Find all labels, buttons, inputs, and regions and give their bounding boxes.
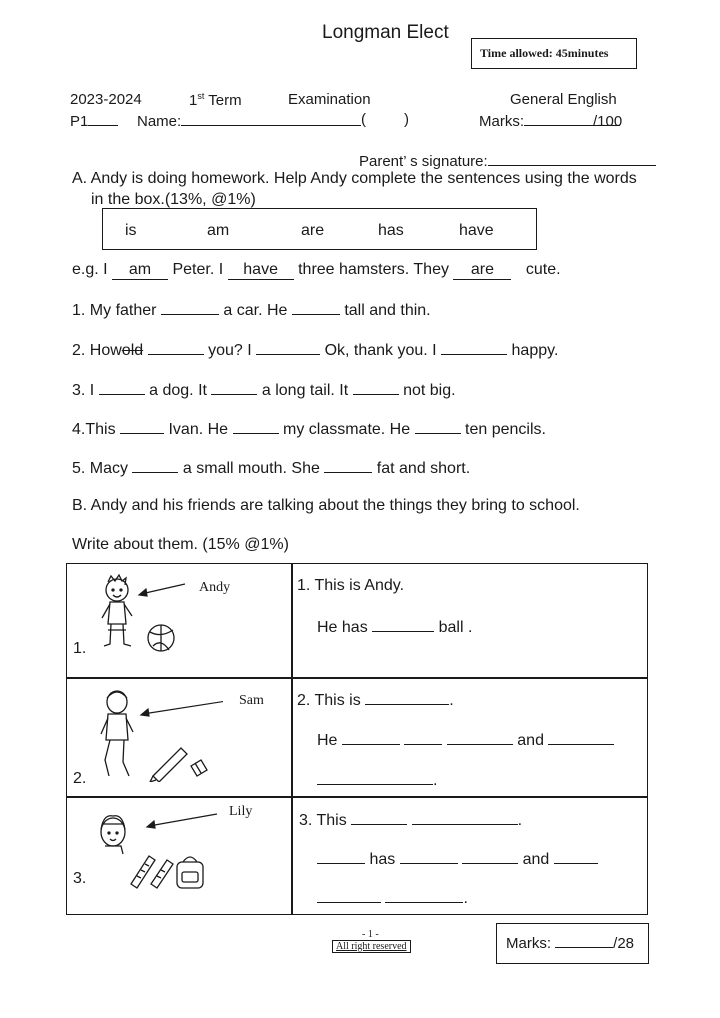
section-marks [506,933,634,952]
row-3-line-3: . [317,888,468,908]
exam-label: Examination [288,91,371,108]
lily-illustration [93,804,223,894]
ruler-icon [151,860,173,888]
word-has: has [378,222,404,239]
example-sentence: e.g. I am Peter. I have three hamsters. They are cute. [72,261,561,278]
class-number-open: ( [361,111,366,128]
word-are: are [301,222,325,239]
example-answer-am: am [112,261,168,280]
row-2-number: 2. [73,770,87,787]
section-b-instruction: B. Andy and his friends are talking about the things they bring to school. [72,497,580,514]
marks-field [479,111,622,130]
marks-label: Marks: [479,113,524,130]
term-word: Term [208,92,242,109]
eraser-icon [191,760,207,776]
marks-total: /100 [593,113,623,130]
row-3-blank-4[interactable] [400,849,458,864]
row-2-blank-2[interactable] [342,730,400,745]
table-divider-row-2 [67,796,647,798]
row-2-blank-6[interactable] [317,770,433,785]
section-b-table [66,563,648,915]
arrow-icon [141,700,223,716]
q4-blank-2[interactable] [233,419,279,434]
word-box [102,208,537,250]
name-blank[interactable] [181,111,361,126]
q5-blank-2[interactable] [324,458,372,473]
q1-blank-2[interactable] [292,300,340,315]
row-2-blank-4[interactable] [447,730,513,745]
name-field [137,111,361,130]
class-label [70,111,118,130]
q5-blank-1[interactable] [132,458,178,473]
section-a-instruction-2: in the box.(13%, @1%) [91,191,256,208]
row-2-line-2: He and [317,730,614,750]
row-1-blank[interactable] [372,617,434,632]
section-marks-blank[interactable] [555,933,613,948]
row-3-line-1: 3. This . [299,812,523,829]
row-3-blank-5[interactable] [462,849,518,864]
section-b-instruction-2: Write about them. (15% @1%) [72,536,289,553]
q3-blank-1[interactable] [99,380,145,395]
row-2-blank-3[interactable] [404,730,442,745]
boy-andy-icon [102,575,132,646]
row-2-line-3: . [317,770,437,790]
row-2-blank-1[interactable] [365,690,449,705]
class-number-close: ) [404,111,409,128]
signature-label: Parent’ s signature: [359,153,488,170]
word-have: have [459,222,494,239]
exam-year: 2023-2024 [70,91,142,108]
row-3-blank-3[interactable] [317,849,365,864]
rights-notice: All right reserved [332,940,411,953]
word-is: is [125,222,137,239]
exam-term [189,91,242,109]
q3-blank-3[interactable] [353,380,399,395]
question-3: 3. I a dog. It a long tail. It not big. [72,382,456,399]
row-3-blank-2[interactable] [412,810,518,825]
row-1-line-2: He has ball . [317,619,473,636]
word-am: am [207,222,230,239]
class-text: P1 [70,113,89,130]
table-divider-row-1 [67,677,647,679]
time-allowed-text: Time allowed: 45minutes [480,46,609,60]
signature-blank[interactable] [488,151,656,166]
backpack-icon [177,857,203,888]
q2-blank-2[interactable] [256,340,320,355]
andy-label: Andy [199,580,231,595]
sam-label: Sam [239,693,264,708]
school-title: Longman Elect [322,22,449,43]
girl-lily-icon [101,816,125,854]
class-blank[interactable] [88,111,118,126]
row-3-blank-7[interactable] [317,888,381,903]
question-2: 2. Howold you? I Ok, thank you. I happy. [72,342,559,359]
sam-illustration [93,686,223,782]
row-3-blank-1[interactable] [351,810,407,825]
section-marks-box [496,923,649,964]
row-3-blank-6[interactable] [554,849,598,864]
row-1-number: 1. [73,640,87,657]
arrow-icon [147,814,217,828]
q4-blank-1[interactable] [120,419,164,434]
row-3-line-2: has and [317,849,598,869]
term-suffix: st [197,91,205,101]
row-2-line-1: 2. This is . [297,692,454,709]
pencil-icon [150,748,187,782]
question-5: 5. Macy a small mouth. She fat and short. [72,460,471,477]
ball-icon [148,625,174,651]
term-number: 1 [189,92,198,109]
table-divider-vertical [291,564,293,914]
time-allowed-box [471,38,637,69]
example-answer-are: are [453,261,511,280]
q4-blank-3[interactable] [415,419,461,434]
question-4: 4.This Ivan. He my classmate. He ten pencils. [72,421,546,438]
question-1: 1. My father a car. He tall and thin. [72,302,431,319]
section-marks-total: /28 [613,935,635,952]
signature-field [359,151,656,170]
section-a-instruction: A. Andy is doing homework. Help Andy complete the sentences using the words [72,170,637,187]
example-answer-have: have [228,261,294,280]
q2-blank-1[interactable] [148,340,204,355]
row-3-blank-8[interactable] [385,888,463,903]
q3-blank-2[interactable] [211,380,257,395]
name-label: Name: [137,113,182,130]
q1-blank-1[interactable] [161,300,219,315]
arrow-icon [139,584,185,596]
subject-label: General English [510,91,617,108]
row-3-number: 3. [73,870,87,887]
row-2-blank-5[interactable] [548,730,614,745]
boy-sam-icon [101,691,133,776]
q2-blank-3[interactable] [441,340,507,355]
struck-word: old [121,342,144,359]
section-marks-label: Marks: [506,935,551,952]
row-1-line-1: 1. This is Andy. [297,577,405,594]
lily-label: Lily [229,804,253,819]
page-number: - 1 - [362,929,379,940]
